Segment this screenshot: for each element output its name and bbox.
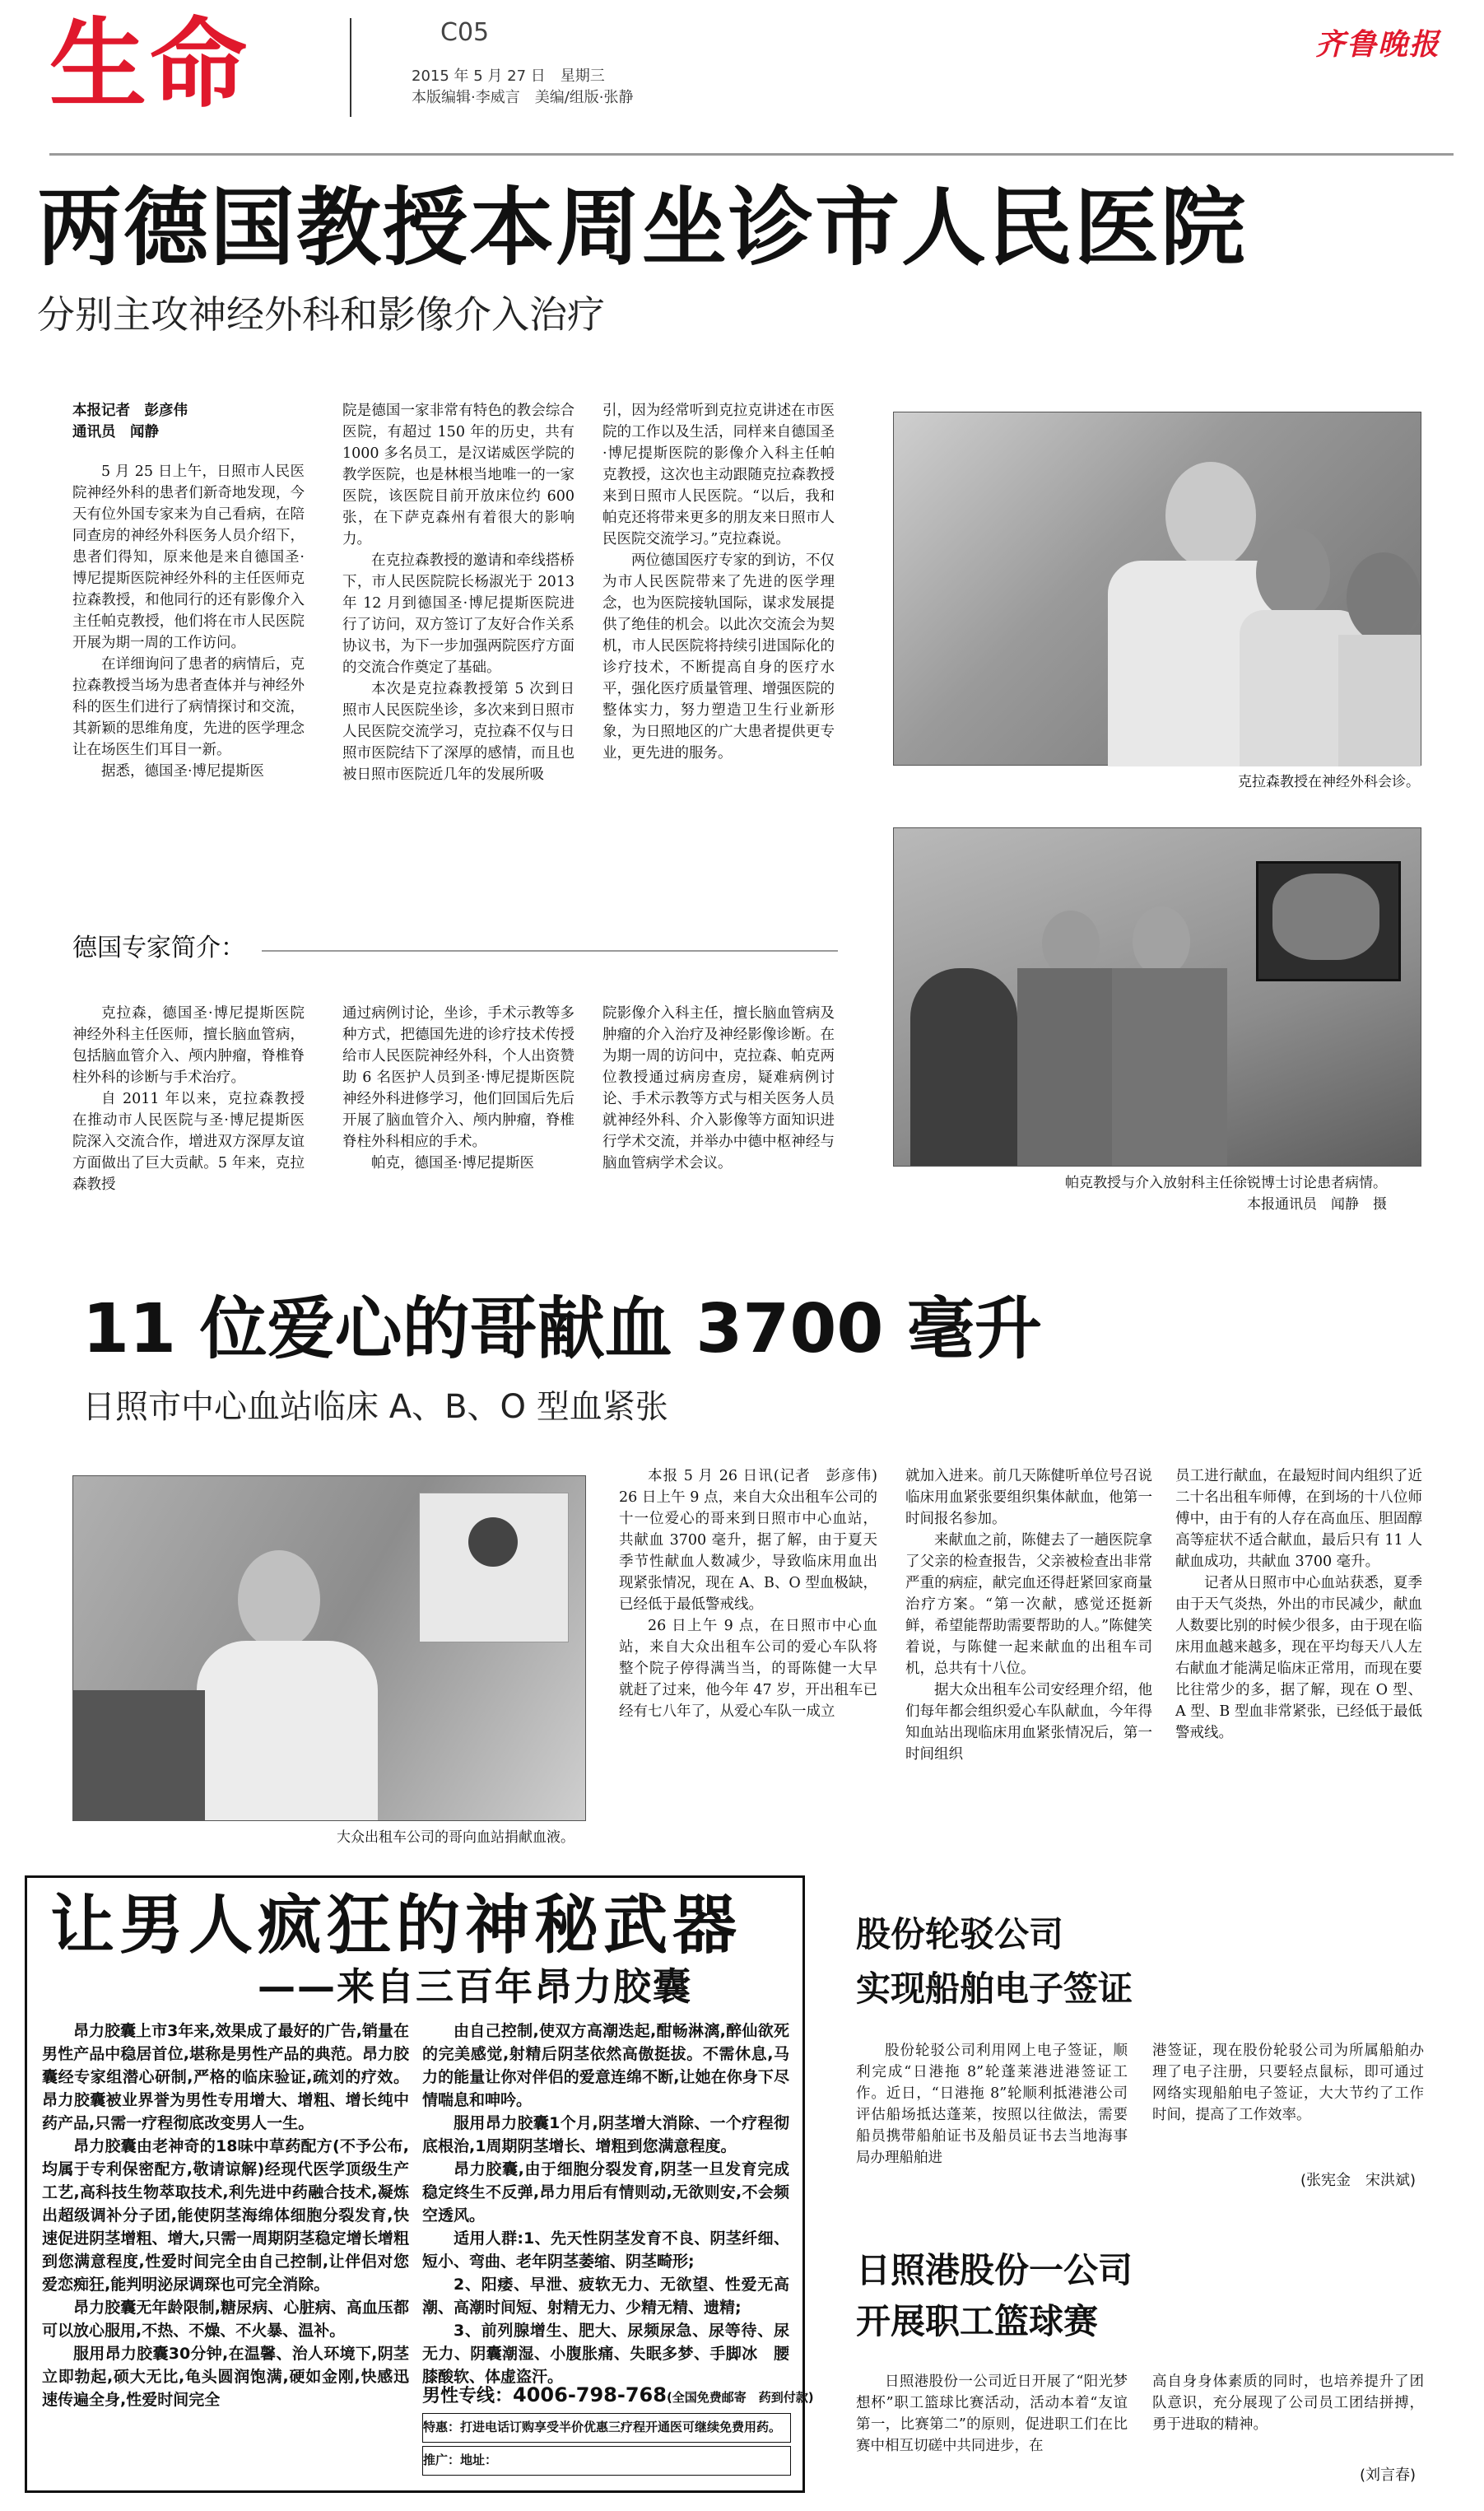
white-shirt [197, 1641, 378, 1820]
section-heading: 德国专家简介： [72, 934, 245, 962]
paragraph: 通过病例讨论，坐诊，手术示教等多种方式，把德国先进的诊疗技术传授给市人民医院神经外科，个人出资赞助 6 名医护人员到圣·博尼提斯医院神经外科进修学习，他们回国后先后开展了脑血管介入、颅内肿瘤，脊椎脊柱外科相应的手术。 [342, 1005, 575, 1150]
promo-text: 地址： [460, 2453, 788, 2467]
article-column-1 [619, 1465, 892, 1856]
brief-headline: 日照港股份一公司 [856, 2250, 1133, 2290]
paragraph: 服用昂力胶囊30分钟,在温馨、治人环境下,阴茎立即勃起,硕大无比,龟头圆润饱满,硬如金刚,快感迅速传遍全身,性爱时间完全 [42, 2345, 409, 2409]
hotline-label: 男性专线： [422, 2386, 514, 2406]
paragraph: 克拉森，德国圣·博尼提斯医院神经外科主任医师，擅长脑血管病，包括脑血管介入、颅内肿瘤，脊椎脊柱外科的诊断与手术治疗。 [72, 1005, 305, 1086]
paragraph: 适用人群:1、先天性阴茎发育不良、阴茎纤细、短小、弯曲、老年阴茎萎缩、阴茎畸形; [422, 2229, 789, 2271]
paragraph: 日照港股份一公司近日开展了“阳光梦想杯”职工篮球比赛活动，活动本着“友谊第一，比赛第二”的原则，促进职工们在比赛中相互切磋中共同进步，在 [856, 2374, 1128, 2454]
brief-headline: 开展职工篮球赛 [856, 2301, 1099, 2341]
paragraph: 股份轮驳公司利用网上电子签证，顺利完成“日港拖 8”轮蓬莱港进港签证工作。近日，“日港拖 8”轮顺利抵港港公司评估船场抵达蓬莱，按照以往做法，需要船员携带船舶证书及船员证书去当地海事局办理船舶进 [856, 2043, 1128, 2166]
white-coat-figure [1338, 635, 1421, 766]
xray-image [1272, 873, 1379, 960]
paragraph: 昂力胶囊,由于细胞分裂发育,阴茎一旦发育完成稳定终生不反弹,昂力用后有情则动,无欲则安,不会频空透风。 [422, 2160, 789, 2224]
paragraph: 来献血之前，陈健去了一趟医院拿了父亲的检查报告，父亲被检查出非常严重的病症，献完血还得赶紧回家商量治疗方案。“第一次献，感觉还挺新鲜，希望能帮助需要帮助的人。”陈健笑着说，与陈健一起来献血的出租车司机，总共有十八位。 [905, 1532, 1152, 1677]
paragraph: 记者从日照市中心血站获悉，夏季由于天气炎热，外出的市民减少，献血人数要比别的时候少很多，由于现在临床用血越来越多，现在平均每天八人左右献血才能满足临床正常用，而现在要比往常少的多，据了解，现在 O 型、A 型、B 型血非常紧张，已经低于最低警戒线。 [1175, 1575, 1422, 1741]
masthead-rule [49, 153, 1454, 156]
byline-correspondent: 通讯员 闻静 [72, 424, 159, 440]
scrubs-figure [1017, 968, 1124, 1166]
hotline-note: (全国免费邮寄 药到付款) [666, 2390, 814, 2405]
scrubs-figure [1112, 968, 1227, 1166]
date-line: 2015 年 5 月 27 日 星期三 [412, 68, 605, 85]
paragraph: 高自身身体素质的同时，也培养提升了团队意识，充分展现了公司员工团结拼搏，勇于进取的精神。 [1152, 2374, 1424, 2433]
paragraph: 在克拉森教授的邀请和牵线搭桥下，市人民医院院长杨淑光于 2013 年 12 月到德国圣·博尼提斯医院进行了访问，双方签订了友好合作关系协议书，为下一步加强两院医疗方面的交流合作奠定了基础。 [342, 552, 575, 676]
person-figure [1165, 462, 1256, 569]
paragraph: 本报 5 月 26 日讯(记者 彭彦伟) 26 日上午 9 点，来自大众出租车公司的十一位爱心的哥来到日照市中心血站，共献血 3700 毫升，据了解，由于夏天季节性献血人数减少，导致临床用血出现紧张情况，现在 A、B、O 型血极缺，已经低于最低警戒线。 [619, 1468, 892, 1613]
paragraph: 服用昂力胶囊1个月,阴茎增大消除、一个疗程彻底根治,1周期阴茎增长、增粗到您满意程度。 [422, 2114, 789, 2155]
paragraph: 两位德国医疗专家的到访，不仅为市人民医院带来了先进的医学理念，也为医院接轨国际，谋求发展提供了绝佳的机会。以此次交流会为契机，市人民医院将持续引进国际化的诊疗技术，不断提高自身的医疗水平，强化医疗质量管理、增强医院的整体实力，努力塑造卫生行业新形象，为日照地区的广大患者提供更专业，更先进的服务。 [602, 552, 835, 762]
poster [419, 1493, 569, 1642]
brief-column-2 [1152, 2040, 1424, 2155]
article-column-3 [602, 400, 835, 869]
photo-caption: 大众出租车公司的哥向血站捐献血液。 [337, 1829, 575, 1846]
paper-name-logo: 齐鲁晚报 [1315, 27, 1441, 62]
section-rule [262, 950, 838, 952]
person-figure [1347, 552, 1421, 643]
special-label: 特惠： [423, 2420, 461, 2434]
paragraph: 据大众出租车公司安经理介绍，他们每年都会组织爱心车队献血，今年得知血站出现临床用血紧张情况后，第一时间组织 [905, 1682, 1152, 1763]
paragraph: 昂力胶囊无年龄限制,糖尿病、心脏病、高血压都可以放心服用,不热、不燥、不火暴、温补。 [42, 2299, 409, 2340]
paragraph: 26 日上午 9 点，在日照市中心血站，来自大众出租车公司的爱心车队将整个院子停得满当当，的哥陈健一大早就赶了过来，他今年 47 岁，开出租车已经有七八年了，从爱心车队一成立 [619, 1618, 877, 1720]
photo-discussing-case [893, 827, 1421, 1167]
intro-column-2 [342, 1003, 575, 1250]
paragraph: 在详细询问了患者的病情后，克拉森教授当场为患者查体并与神经外科的医生们进行了病情探讨和交流，其新颖的思维角度，先进的医学理念让在场医生们耳目一新。 [72, 656, 305, 758]
masthead-divider [350, 18, 351, 117]
brief-column-1 [856, 2040, 1128, 2197]
brief-column-1 [856, 2371, 1128, 2503]
paragraph: 5 月 25 日上午，日照市人民医院神经外科的患者们新奇地发现，今天有位外国专家来为自己看病，在陪同查房的神经外科医务人员介绍下，患者们得知，原来他是来自德国圣·博尼提斯医院神经外科的主任医师克拉森教授，和他同行的还有影像介入主任帕克教授，他们将在市人民医院开展为期一周的工作访问。 [72, 464, 305, 651]
brief-credit: (张宪金 宋洪斌) [1300, 2172, 1416, 2189]
hotline-number: 4006-798-768 [513, 2383, 667, 2406]
poster-emblem [468, 1517, 518, 1567]
editor-line: 本版编辑·李威言 美编/组版·张静 [412, 89, 634, 106]
intro-column-1 [72, 1003, 305, 1250]
paragraph: 港签证，现在股份轮驳公司为所属船舶办理了电子注册，只要轻点鼠标，即可通过网络实现船舶电子签证，大大节约了工作时间，提高了工作效率。 [1152, 2043, 1424, 2123]
paragraph: 院是德国一家非常有特色的教会综合医院，有超过 150 年的历史，共有 1000 多名员工，是汉诺威医学院的教学医院，也是林根当地唯一的一家医院，该医院目前开放床位约 600 张，在下萨克森州有着很大的影响力。 [342, 403, 575, 547]
subheadline: 日照市中心血站临床 A、B、O 型血紧张 [82, 1388, 668, 1426]
photo-credit: 本报通讯员 闻静 摄 [1247, 1196, 1387, 1213]
paragraph: 就加入进来。前几天陈健听单位号召说临床用血紧张要组织集体献血，他第一时间报名参加。 [905, 1468, 1152, 1527]
paragraph: 昂力胶囊上市3年来,效果成了最好的广告,销量在男性产品中稳居首位,堪称是男性产品的典范。昂力胶囊经专家组潜心研制,严格的临床验证,疏刘的疗效。昂力胶囊被业界誉为男性专用增大、增粗、增长纯中药产品,只需一疗程彻底改变男人一生。 [42, 2022, 409, 2132]
paragraph: 据悉，德国圣·博尼提斯医 [101, 763, 265, 780]
section-title: 生命 [49, 7, 251, 121]
person-figure [1042, 911, 1100, 976]
paragraph: 2、阳痿、早泄、疲软无力、无欲望、性爱无高潮、高潮时间短、射精无力、少精无精、遗精; [422, 2276, 789, 2317]
brief-credit: (刘言春) [1359, 2467, 1416, 2484]
ad-column-2 [422, 2020, 789, 2386]
person-figure [910, 968, 1017, 1166]
ad-headline: 让男人疯狂的神秘武器 [50, 1889, 742, 1963]
article-column-3 [1175, 1465, 1422, 1856]
photo-driver-donating-blood [72, 1475, 586, 1821]
person-face [238, 1550, 320, 1649]
intro-column-3 [602, 1003, 835, 1250]
person-figure [1133, 906, 1190, 976]
brief-headline: 实现船舶电子签证 [856, 1968, 1133, 2009]
photo-caption: 克拉森教授在神经外科会诊。 [1238, 774, 1420, 790]
subheadline: 分别主攻神经外科和影像介入治疗 [37, 292, 605, 337]
paragraph: 自 2011 年以来，克拉森教授在推动市人民医院与圣·博尼提斯医院深入交流合作，增进双方深厚友谊方面做出了巨大贡献。5 年来，克拉森教授 [72, 1091, 305, 1193]
paragraph: 员工进行献血，在最短时间内组织了近二十名出租车师傅，在到场的十八位师傅中，由于有的人存在高血压、胆固醇高等症状不适合献血，最后只有 11 人献血成功，共献血 3700 毫升。 [1175, 1468, 1422, 1570]
ad-subheadline: ——来自三百年昂力胶囊 [258, 1964, 692, 2009]
promo-label: 推广： [423, 2453, 461, 2467]
byline-reporter: 本报记者 彭彦伟 [72, 403, 188, 419]
ad-hotline [422, 2382, 814, 2411]
advertisement-box [25, 1875, 814, 2493]
brief-column-2 [1152, 2371, 1424, 2462]
chair [73, 1690, 205, 1820]
photo-professor-consultation [893, 412, 1421, 766]
paragraph: 3、前列腺增生、肥大、尿频尿急、尿等待、尿无力、阴囊潮湿、小腹胀痛、失眠多梦、手脚冰 腰膝酸软、体虚盗汗。 [422, 2322, 789, 2386]
headline: 两德国教授本周坐诊市人民医院 [37, 179, 1247, 277]
paragraph: 帕克，德国圣·博尼提斯医 [371, 1155, 535, 1172]
paragraph: 昂力胶囊由老神奇的18味中草药配方(不予公布,均属于专利保密配方,敬请谅解)经现代医学顶级生产工艺,高科技生物萃取技术,利先进中药融合技术,凝炼出超级调补分子团,能使阴茎海绵体细胞分裂发育,快速促进阴茎增粗、增大,只需一周期阴茎稳定增长增粗到您满意程度,性爱时间完全由自己控制,让伴侣对您爱恋痴狂,能判明泌尿调琛也可完全消除。 [42, 2137, 409, 2294]
person-figure [1256, 528, 1330, 618]
paragraph: 院影像介入科主任，擅长脑血管病及肿瘤的介入治疗及神经影像诊断。在为期一周的访问中，克拉森、帕克两位教授通过病房查房，疑难病例讨论、手术示教等方式与相关医务人员就神经外科、介入影像等方面知识进行学术交流，并举办中德中枢神经与脑血管病学术会议。 [602, 1005, 835, 1172]
paragraph: 由自己控制,使双方高潮迭起,酣畅淋漓,醉仙欲死的完美感觉,射精后阴茎依然高傲挺拔。不需休息,马力的能量让你对伴侣的爱意连绵不断,让她在你身下尽情喘息和呻吟。 [422, 2022, 789, 2109]
article-column-2 [905, 1465, 1152, 1856]
special-text: 打进电话订购享受半价优惠三疗程开通医可继续免费用药。 [460, 2420, 782, 2434]
paragraph: 引，因为经常听到克拉克讲述在市医院的工作以及生活，同样来自德国圣·博尼提斯医院的影像介入科主任帕克教授，这次也主动跟随克拉森教授来到日照市人民医院。“以后，我和帕克还将带来更多的朋友来日照市人民医院交流学习。”克拉森说。 [602, 403, 835, 547]
brief-headline: 股份轮驳公司 [856, 1914, 1064, 1954]
photo-caption: 帕克教授与介入放射科主任徐锐博士讨论患者病情。 [1065, 1175, 1387, 1191]
article-column-1 [72, 400, 305, 869]
paragraph: 本次是克拉森教授第 5 次到日照市人民医院坐诊，多次来到日照市人民医院交流学习，克拉森不仅与日照市医院结下了深厚的感情，而且也被日照市医院近几年的发展所吸 [342, 681, 575, 783]
article-column-2 [342, 400, 575, 869]
headline: 11 位爱心的哥献血 3700 毫升 [82, 1290, 1042, 1368]
ad-promo [422, 2446, 791, 2476]
ad-column-1 [42, 2020, 409, 2485]
page-code: C05 [440, 18, 490, 47]
ad-special-offer [422, 2413, 791, 2443]
